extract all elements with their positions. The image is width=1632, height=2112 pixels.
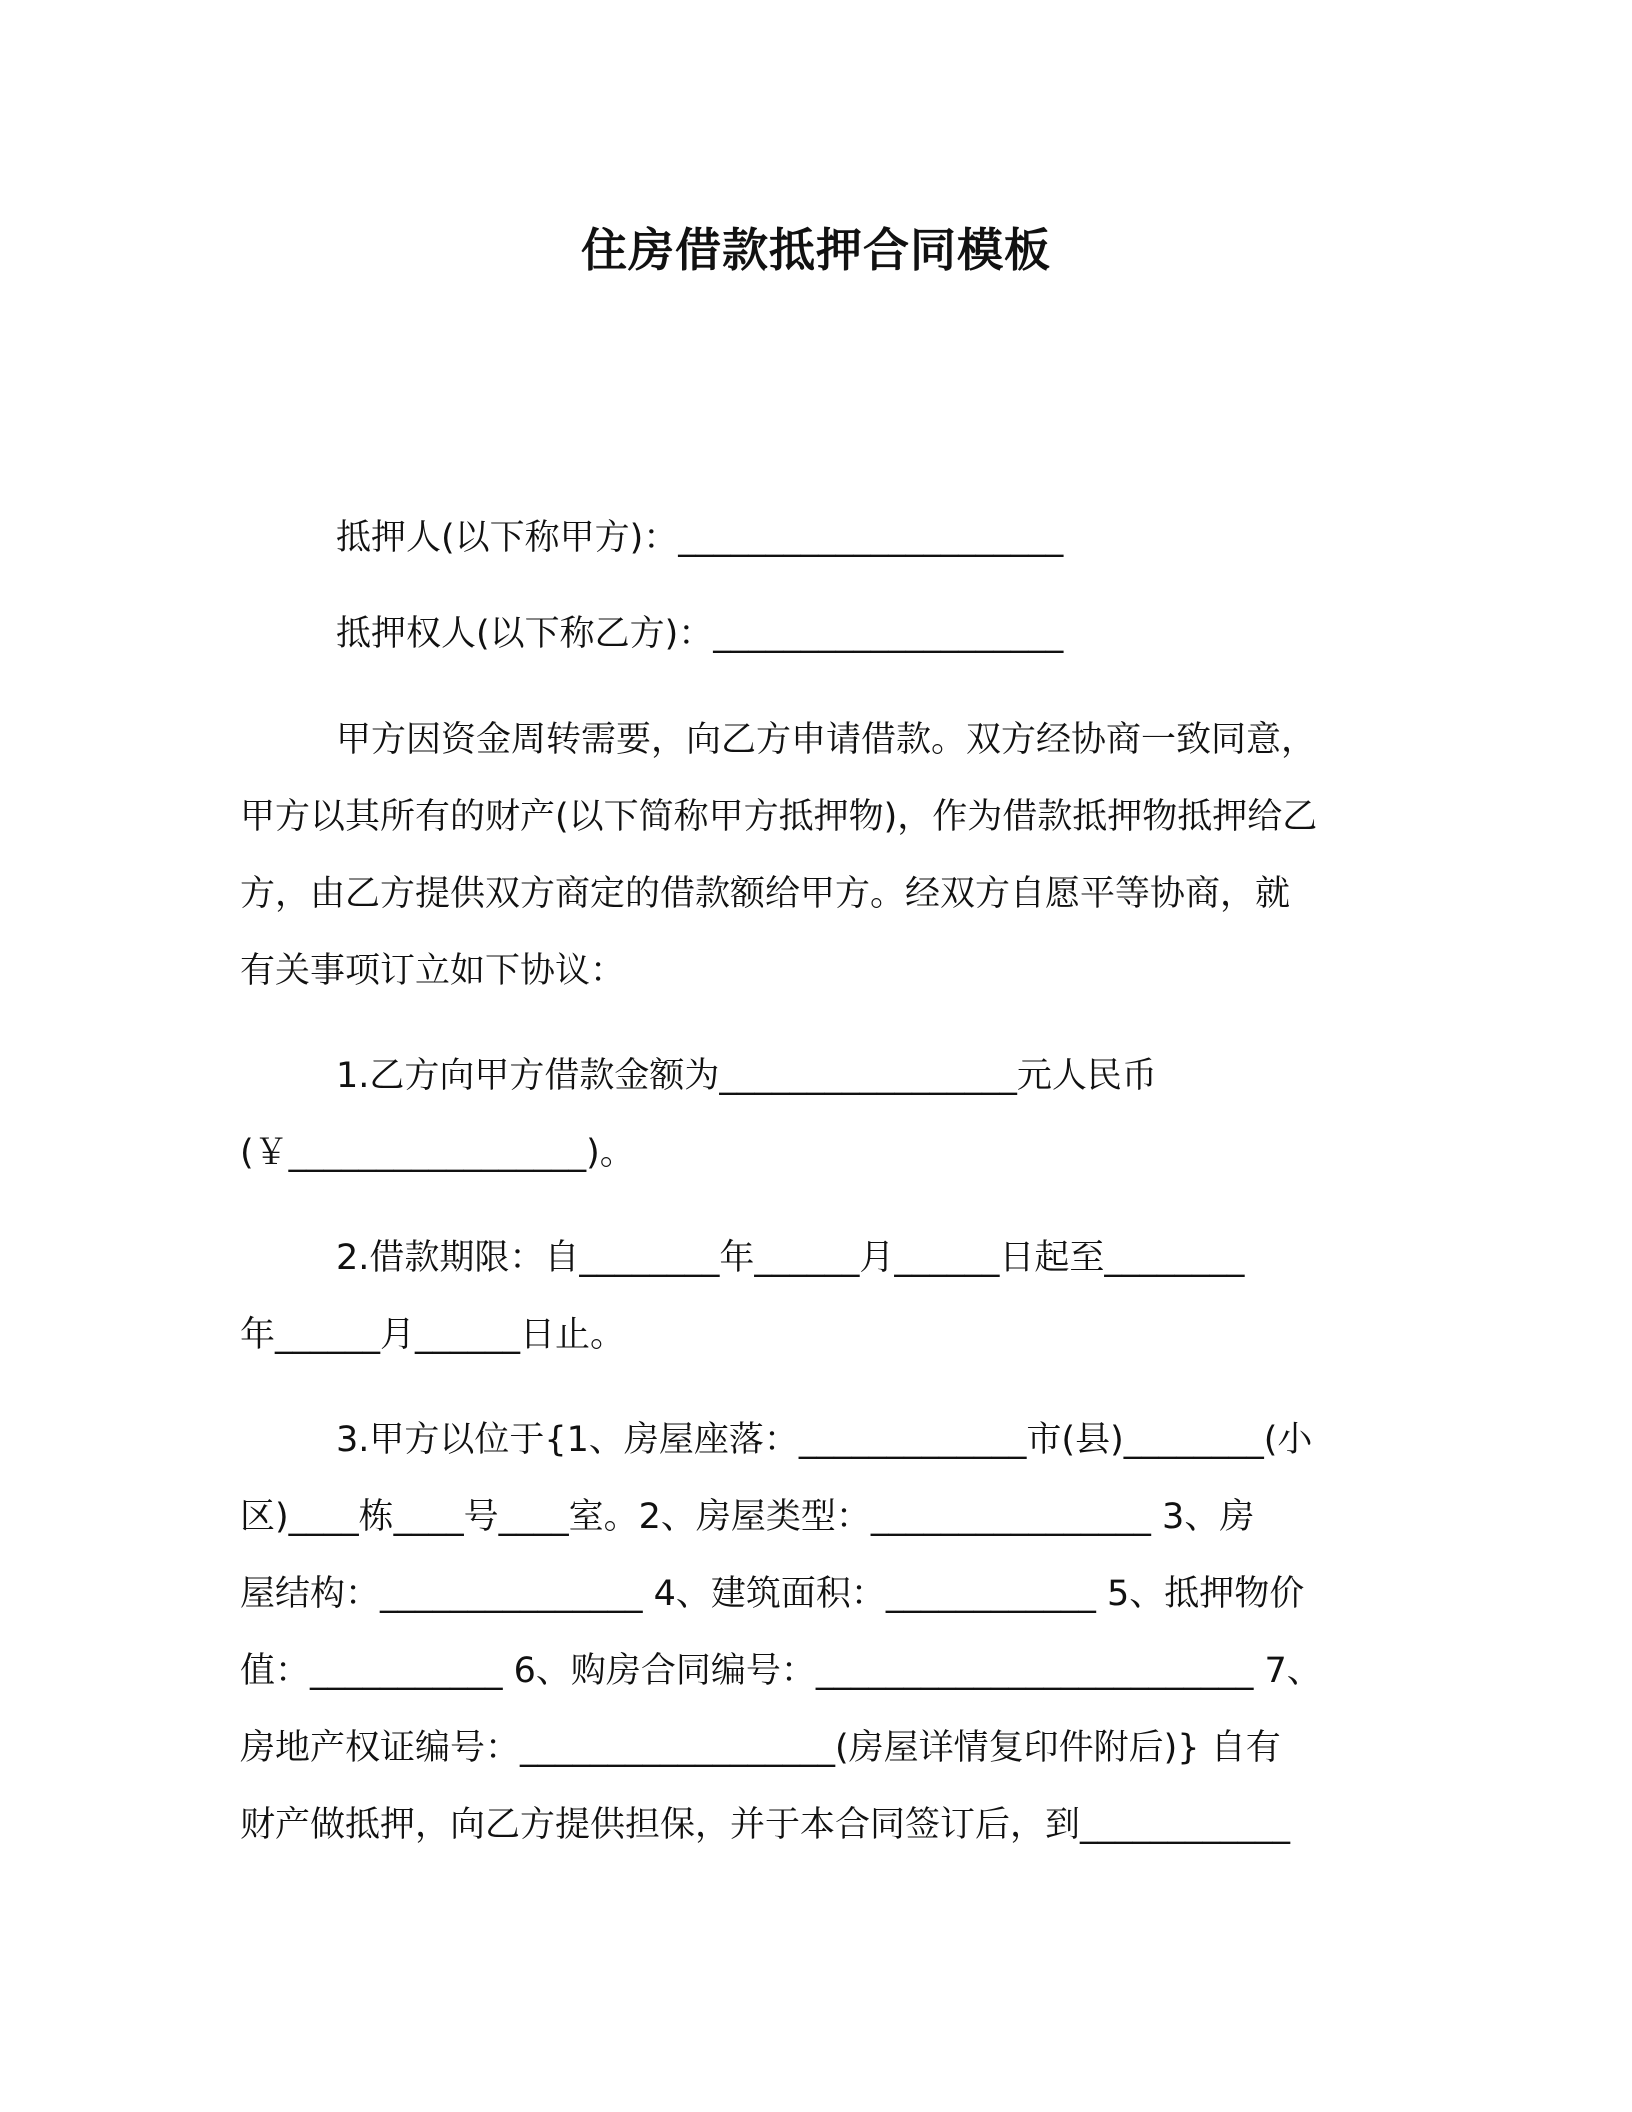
paragraph-line: 有关事项订立如下协议： (240, 951, 626, 991)
clause-line: 1.乙方向甲方借款金额为_________________元人民币 (336, 1056, 1157, 1096)
mortgagee-line: 抵押权人(以下称乙方)：____________________ (336, 614, 1064, 654)
clause-line: 区)____栋____号____室。2、房屋类型：________________ 3、房 (240, 1497, 1255, 1537)
clause-line: 3.甲方以位于{1、房屋座落：_____________市(县)________(小 (336, 1420, 1313, 1460)
document-title: 住房借款抵押合同模板 (581, 223, 1051, 277)
paragraph-line: 甲方因资金周转需要，向乙方申请借款。双方经协商一致同意， (336, 720, 1317, 760)
clause-line: (￥_________________)。 (240, 1133, 635, 1173)
clause-line: 房地产权证编号：__________________(房屋详情复印件附后)} 自有 (240, 1728, 1281, 1768)
mortgagor-line: 抵押人(以下称甲方)：______________________ (336, 518, 1064, 558)
clause-line: 2.借款期限：自________年______月______日起至________ (336, 1238, 1245, 1278)
document-body (240, 500, 1400, 1864)
clause-line: 屋结构：_______________ 4、建筑面积：____________ 5、抵押物价 (240, 1574, 1305, 1614)
paragraph-line: 甲方以其所有的财产(以下简称甲方抵押物)，作为借款抵押物抵押给乙 (240, 797, 1318, 837)
clause-line: 年______月______日止。 (240, 1315, 626, 1355)
clause-line: 财产做抵押，向乙方提供担保，并于本合同签订后，到____________ (240, 1805, 1291, 1845)
paragraph-line: 方，由乙方提供双方商定的借款额给甲方。经双方自愿平等协商，就 (240, 874, 1291, 914)
clause-line: 值：___________ 6、购房合同编号：_________________________ 7、 (240, 1651, 1322, 1691)
